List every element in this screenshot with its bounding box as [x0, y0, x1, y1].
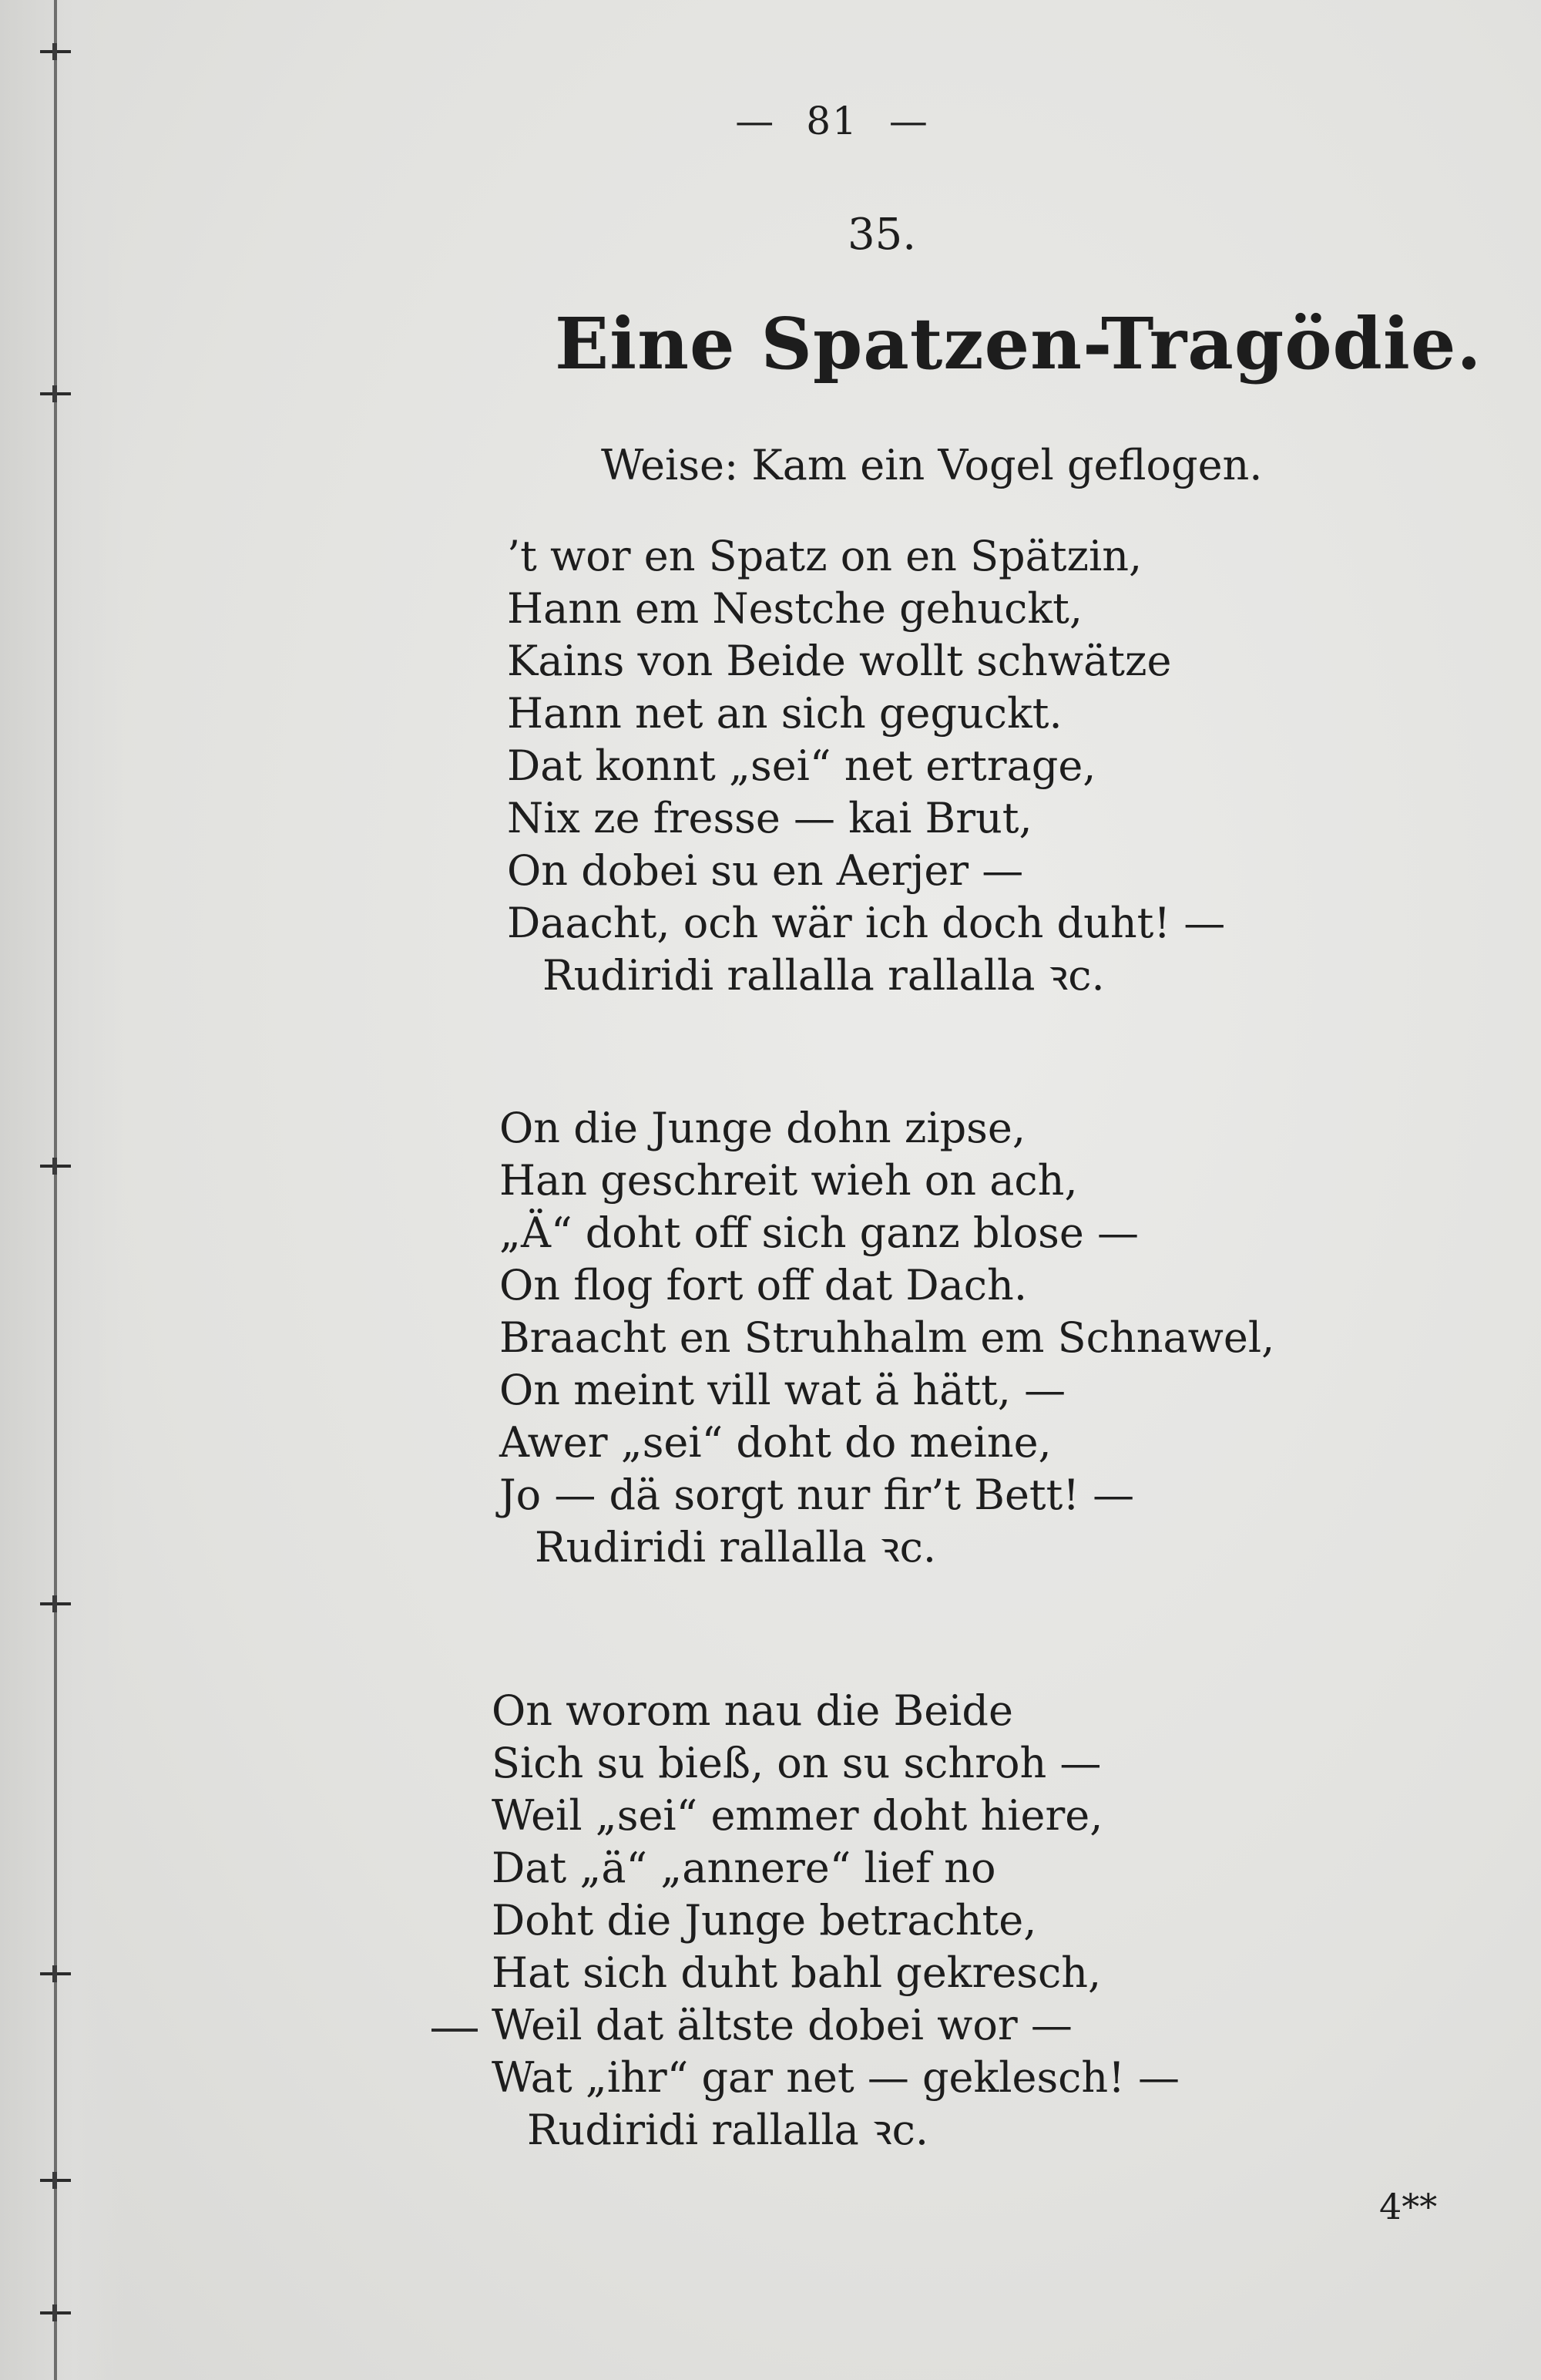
verse-line: Daacht, och wär ich doch duht! —: [507, 899, 1226, 947]
binding-stitch: [40, 1970, 71, 1978]
verse-line: Wat „ihr“ gar net — geklesch! —: [492, 2053, 1180, 2102]
poem-tune: Weise: Kam ein Vogel geflogen.: [601, 441, 1263, 489]
verse-line: Doht die Junge betrachte,: [492, 1896, 1037, 1945]
binding-stitch: [40, 48, 71, 55]
verse-line: On die Junge dohn zipse,: [499, 1104, 1026, 1152]
verse-line: Kains von Beide wollt schwätze: [507, 637, 1172, 685]
poem-number: 35.: [848, 210, 917, 260]
refrain-line: Rudiridi rallalla rallalla ꝛc.: [542, 951, 1105, 1000]
stanza-2: [499, 1102, 1274, 1574]
verse-line: On flog fort off dat Dach.: [499, 1261, 1027, 1309]
verse-line: Sich su bieß, on su schroh —: [492, 1739, 1102, 1787]
binding-edge: [54, 0, 57, 2380]
binding-stitch: [40, 1162, 71, 1170]
binding-stitch: [40, 2309, 71, 2317]
verse-line: Awer „sei“ doht do meine,: [499, 1418, 1052, 1467]
verse-line: Jo — dä sorgt nur fir’t Bett! —: [499, 1471, 1135, 1519]
verse-line: Weil „sei“ emmer doht hiere,: [492, 1791, 1103, 1840]
page-number-header: [123, 99, 1541, 143]
page-binding: [0, 0, 123, 2380]
verse-line: Dat „ä“ „annere“ lief no: [492, 1844, 996, 1892]
verse-line: Weil dat ältste dobei wor —: [492, 2001, 1073, 2049]
verse-line: Han geschreit wieh on ach,: [499, 1156, 1078, 1205]
stanza-1: [507, 530, 1225, 1002]
verse-line: ’t wor en Spatz on en Spätzin,: [507, 532, 1143, 580]
binding-stitch: [40, 2177, 71, 2184]
verse-line: Nix ze fresse — kai Brut,: [507, 794, 1032, 842]
page-number: 81: [806, 99, 858, 143]
refrain-line: Rudiridi rallalla ꝛc.: [527, 2106, 929, 2154]
verse-line: Dat konnt „sei“ net ertrage,: [507, 741, 1096, 790]
stanza-3: [492, 1685, 1180, 2156]
verse-line: „Ä“ doht off sich ganz blose —: [499, 1208, 1140, 1257]
verse-line: Hann em Nestche gehuckt,: [507, 584, 1083, 633]
binding-stitch: [40, 1600, 71, 1608]
poem-title: Eine Spatzen-Tragödie.: [555, 302, 1482, 385]
margin-dash: [431, 2029, 478, 2032]
verse-line: On dobei su en Aerjer —: [507, 846, 1024, 895]
verse-line: Braacht en Struhhalm em Schnawel,: [499, 1313, 1275, 1362]
verse-line: Hann net an sich geguckt.: [507, 689, 1063, 738]
refrain-line: Rudiridi rallalla ꝛc.: [535, 1523, 937, 1572]
header-dash-left: —: [735, 99, 776, 143]
binding-stitch: [40, 390, 71, 398]
verse-line: On meint vill wat ä hätt, —: [499, 1366, 1066, 1414]
header-dash-right: —: [888, 99, 929, 143]
verse-line: On worom nau die Beide: [492, 1686, 1013, 1735]
sheet-signature-mark: 4**: [1379, 2186, 1438, 2227]
verse-line: Hat sich duht bahl gekresch,: [492, 1948, 1102, 1997]
